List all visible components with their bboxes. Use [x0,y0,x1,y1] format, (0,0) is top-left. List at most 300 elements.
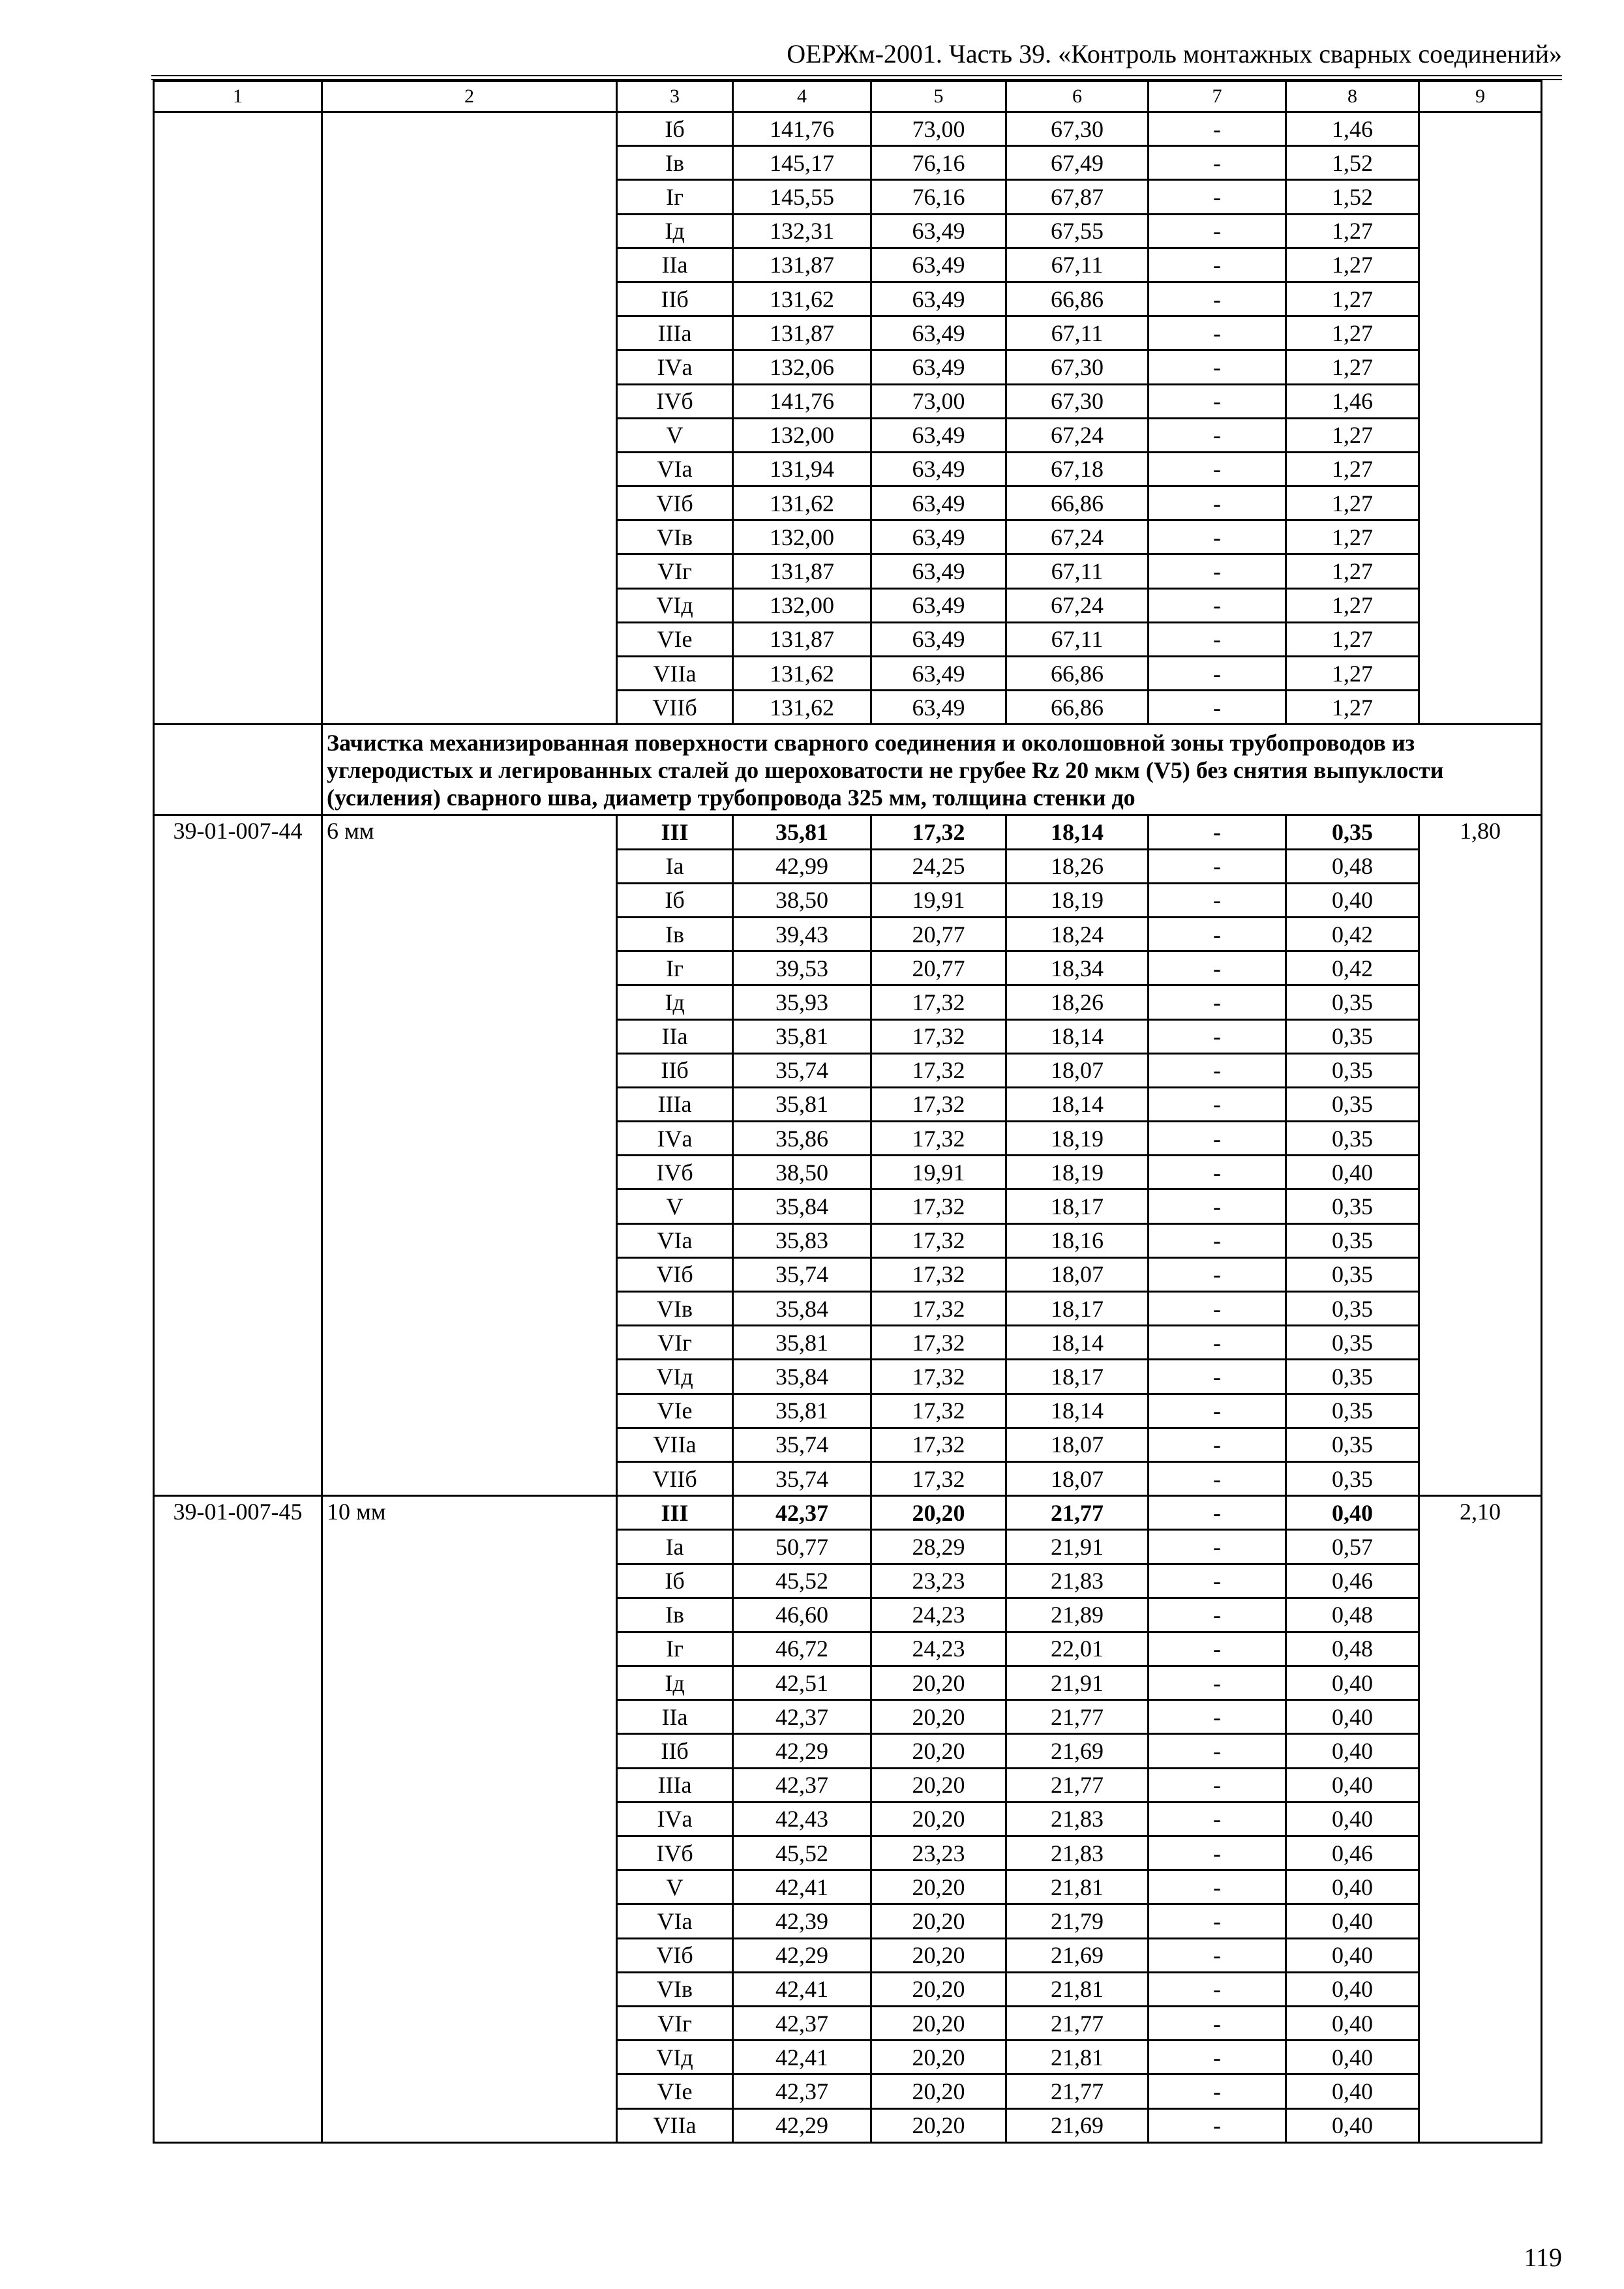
machines-cell: 21,77 [1006,1768,1149,1802]
labor-cell: 0,40 [1286,1870,1419,1904]
materials-cell: - [1149,657,1286,691]
labor-cell: 0,40 [1286,1666,1419,1700]
labor-cell: 0,40 [1286,1802,1419,1836]
materials-cell: - [1149,1428,1286,1461]
machines-cell: 18,26 [1006,849,1149,883]
wages-cell: 17,32 [871,1189,1006,1223]
machines-cell: 18,16 [1006,1223,1149,1257]
materials-cell: - [1149,486,1286,520]
wages-cell: 20,20 [871,1768,1006,1802]
total-cost-cell: 46,60 [733,1598,871,1632]
wages-cell: 17,32 [871,985,1006,1019]
grade-cell: VIг [617,2006,733,2040]
materials-cell: - [1149,1802,1286,1836]
grade-cell: IVа [617,1802,733,1836]
grade-cell: Iб [617,883,733,917]
grade-cell: VIг [617,1326,733,1360]
labor-cell: 1,27 [1286,622,1419,656]
grade-cell: IIIа [617,316,733,350]
rate-code-cell [154,112,322,725]
wages-cell: 20,20 [871,2074,1006,2108]
machines-cell: 67,30 [1006,350,1149,384]
total-cost-cell: 38,50 [733,883,871,917]
total-cost-cell: 35,74 [733,1053,871,1087]
machines-cell: 21,69 [1006,2108,1149,2142]
grade-cell: VIе [617,1394,733,1428]
wages-cell: 17,32 [871,815,1006,849]
grade-cell: III [617,1496,733,1530]
labor-cell: 1,27 [1286,248,1419,282]
labor-cell: 1,27 [1286,486,1419,520]
grade-cell: VIе [617,622,733,656]
materials-cell: - [1149,1496,1286,1530]
materials-cell: - [1149,883,1286,917]
labor-cell: 0,35 [1286,1053,1419,1087]
grade-cell: IVб [617,1836,733,1870]
total-cost-cell: 131,87 [733,554,871,588]
grade-cell: IIб [617,1053,733,1087]
total-cost-cell: 131,62 [733,691,871,725]
materials-cell: - [1149,1666,1286,1700]
labor-cell: 0,35 [1286,985,1419,1019]
total-cost-cell: 35,84 [733,1189,871,1223]
total-cost-cell: 131,94 [733,452,871,486]
total-cost-cell: 35,81 [733,1394,871,1428]
labor-cell: 1,27 [1286,520,1419,554]
labor-cell: 0,57 [1286,1530,1419,1564]
machines-cell: 18,26 [1006,985,1149,1019]
rate-code-cell: 39-01-007-44 [154,815,322,1496]
wages-cell: 17,32 [871,1326,1006,1360]
wages-cell: 63,49 [871,691,1006,725]
machines-cell: 66,86 [1006,282,1149,316]
grade-cell: IVб [617,1156,733,1189]
total-cost-cell: 145,17 [733,146,871,180]
materials-cell: - [1149,554,1286,588]
total-cost-cell: 131,87 [733,248,871,282]
machines-cell: 21,83 [1006,1802,1149,1836]
wages-cell: 17,32 [871,1394,1006,1428]
labor-cell: 0,35 [1286,1326,1419,1360]
column-number: 1 [154,82,322,112]
labor-cell: 0,46 [1286,1836,1419,1870]
materials-cell: - [1149,316,1286,350]
wages-cell: 63,49 [871,282,1006,316]
labor-cell: 0,35 [1286,1019,1419,1053]
wages-cell: 20,20 [871,1904,1006,1938]
grade-cell: VIа [617,1223,733,1257]
materials-cell: - [1149,384,1286,418]
grade-cell: IIб [617,282,733,316]
column-number: 8 [1286,82,1419,112]
wages-cell: 20,77 [871,951,1006,985]
total-cost-cell: 35,81 [733,1019,871,1053]
grade-cell: Iв [617,1598,733,1632]
machines-cell: 18,17 [1006,1292,1149,1326]
wages-cell: 63,49 [871,520,1006,554]
materials-cell: - [1149,1326,1286,1360]
labor-cell: 0,40 [1286,1768,1419,1802]
total-cost-cell: 132,31 [733,214,871,248]
machines-cell: 67,30 [1006,112,1149,146]
materials-cell: - [1149,452,1286,486]
labor-cell: 1,27 [1286,282,1419,316]
grade-cell: VIа [617,1904,733,1938]
materials-cell: - [1149,520,1286,554]
grade-cell: VIв [617,520,733,554]
total-cost-cell: 42,41 [733,2041,871,2074]
total-cost-cell: 42,29 [733,1734,871,1768]
grade-cell: VIа [617,452,733,486]
total-cost-cell: 131,87 [733,622,871,656]
wages-cell: 24,23 [871,1598,1006,1632]
machines-cell: 18,14 [1006,815,1149,849]
labor-cell: 0,40 [1286,2006,1419,2040]
labor-cell: 0,40 [1286,1972,1419,2006]
machines-cell: 67,24 [1006,588,1149,622]
grade-cell: VIг [617,554,733,588]
materials-cell: - [1149,1223,1286,1257]
grade-cell: VIIа [617,657,733,691]
wages-cell: 20,20 [871,2041,1006,2074]
machines-cell: 67,87 [1006,180,1149,214]
wages-cell: 20,20 [871,1870,1006,1904]
grade-cell: V [617,1189,733,1223]
total-cost-cell: 35,81 [733,1326,871,1360]
grade-cell: Iд [617,1666,733,1700]
wages-cell: 73,00 [871,384,1006,418]
labor-cell: 0,40 [1286,2074,1419,2108]
labor-cell: 1,27 [1286,657,1419,691]
grade-cell: Iг [617,951,733,985]
labor-cell: 1,27 [1286,554,1419,588]
total-cost-cell: 132,00 [733,588,871,622]
materials-cell: - [1149,214,1286,248]
machines-cell: 18,07 [1006,1428,1149,1461]
wages-cell: 17,32 [871,1019,1006,1053]
wages-cell: 20,20 [871,1972,1006,2006]
labor-cell: 0,40 [1286,1700,1419,1734]
wages-cell: 63,49 [871,588,1006,622]
wages-cell: 17,32 [871,1292,1006,1326]
machines-cell: 21,77 [1006,2006,1149,2040]
wages-cell: 63,49 [871,214,1006,248]
materials-cell: - [1149,2006,1286,2040]
grade-cell: VIд [617,1360,733,1394]
materials-cell: - [1149,1019,1286,1053]
materials-cell: - [1149,1530,1286,1564]
labor-cell: 0,35 [1286,1461,1419,1495]
machines-cell: 18,19 [1006,1156,1149,1189]
grade-cell: V [617,1870,733,1904]
machines-cell: 21,77 [1006,1700,1149,1734]
labor-cell: 1,46 [1286,384,1419,418]
total-cost-cell: 35,93 [733,985,871,1019]
total-cost-cell: 42,37 [733,2006,871,2040]
wages-cell: 23,23 [871,1564,1006,1598]
materials-cell: - [1149,1734,1286,1768]
total-cost-cell: 39,43 [733,917,871,951]
labor-cell: 0,40 [1286,1938,1419,1972]
machines-cell: 21,81 [1006,1870,1149,1904]
grade-cell: IIIа [617,1087,733,1121]
labor-cell: 1,27 [1286,418,1419,452]
total-cost-cell: 42,51 [733,1666,871,1700]
labor-cell: 1,27 [1286,691,1419,725]
total-cost-cell: 132,00 [733,418,871,452]
rates-table-body [154,82,1542,2143]
labor-cell: 0,42 [1286,917,1419,951]
wages-cell: 19,91 [871,1156,1006,1189]
machines-cell: 18,14 [1006,1394,1149,1428]
total-cost-cell: 42,37 [733,1768,871,1802]
total-cost-cell: 42,29 [733,2108,871,2142]
labor-cell: 0,35 [1286,1360,1419,1394]
total-cost-cell: 35,74 [733,1428,871,1461]
column-number: 9 [1419,82,1542,112]
col9-cell: 1,80 [1419,815,1542,1496]
materials-cell: - [1149,917,1286,951]
materials-cell: - [1149,1632,1286,1666]
wages-cell: 17,32 [871,1428,1006,1461]
grade-cell: IIа [617,248,733,282]
total-cost-cell: 42,99 [733,849,871,883]
grade-cell: Iв [617,146,733,180]
labor-cell: 0,40 [1286,1496,1419,1530]
materials-cell: - [1149,1870,1286,1904]
machines-cell: 67,18 [1006,452,1149,486]
materials-cell: - [1149,815,1286,849]
labor-cell: 0,35 [1286,1223,1419,1257]
labor-cell: 0,42 [1286,951,1419,985]
column-number: 7 [1149,82,1286,112]
machines-cell: 18,24 [1006,917,1149,951]
grade-cell: VIIа [617,1428,733,1461]
labor-cell: 0,40 [1286,1156,1419,1189]
total-cost-cell: 132,06 [733,350,871,384]
wages-cell: 76,16 [871,180,1006,214]
machines-cell: 21,77 [1006,2074,1149,2108]
column-number: 2 [322,82,617,112]
wages-cell: 23,23 [871,1836,1006,1870]
total-cost-cell: 42,37 [733,2074,871,2108]
materials-cell: - [1149,1972,1286,2006]
grade-cell: IVа [617,1122,733,1156]
materials-cell: - [1149,248,1286,282]
total-cost-cell: 131,87 [733,316,871,350]
machines-cell: 18,14 [1006,1326,1149,1360]
table-row [154,1496,1542,1530]
section-heading: Зачистка механизированная поверхности сварного соединения и околошовной зоны трубопроводов из углеродистых и легированных сталей до шероховатости не грубее Rz 20 мкм (V5) без снятия выпуклости (усиления) сварного шва, диаметр трубопровода 325 мм, толщина стенки до [322,725,1542,815]
materials-cell: - [1149,1053,1286,1087]
labor-cell: 0,40 [1286,1904,1419,1938]
total-cost-cell: 35,74 [733,1257,871,1291]
total-cost-cell: 35,84 [733,1360,871,1394]
materials-cell: - [1149,180,1286,214]
labor-cell: 0,46 [1286,1564,1419,1598]
table-row [154,112,1542,146]
machines-cell: 18,07 [1006,1257,1149,1291]
materials-cell: - [1149,588,1286,622]
total-cost-cell: 42,39 [733,1904,871,1938]
wages-cell: 28,29 [871,1530,1006,1564]
rates-table [153,80,1542,2144]
total-cost-cell: 131,62 [733,486,871,520]
header-rule-top [151,75,1562,76]
wages-cell: 20,77 [871,917,1006,951]
grade-cell: Iг [617,1632,733,1666]
column-number: 6 [1006,82,1149,112]
wages-cell: 17,32 [871,1461,1006,1495]
machines-cell: 67,11 [1006,554,1149,588]
total-cost-cell: 132,00 [733,520,871,554]
grade-cell: VIд [617,2041,733,2074]
wages-cell: 63,49 [871,248,1006,282]
materials-cell: - [1149,2074,1286,2108]
table-row [154,815,1542,849]
wages-cell: 63,49 [871,350,1006,384]
machines-cell: 18,34 [1006,951,1149,985]
materials-cell: - [1149,1189,1286,1223]
grade-cell: Iд [617,985,733,1019]
labor-cell: 0,35 [1286,815,1419,849]
materials-cell: - [1149,951,1286,985]
materials-cell: - [1149,282,1286,316]
labor-cell: 0,35 [1286,1428,1419,1461]
materials-cell: - [1149,1904,1286,1938]
wages-cell: 20,20 [871,2006,1006,2040]
machines-cell: 18,07 [1006,1461,1149,1495]
grade-cell: Iг [617,180,733,214]
labor-cell: 0,35 [1286,1257,1419,1291]
machines-cell: 18,07 [1006,1053,1149,1087]
wall-thickness-cell [322,112,617,725]
labor-cell: 1,27 [1286,588,1419,622]
wages-cell: 63,49 [871,554,1006,588]
wages-cell: 20,20 [871,1938,1006,1972]
machines-cell: 18,14 [1006,1087,1149,1121]
total-cost-cell: 38,50 [733,1156,871,1189]
grade-cell: V [617,418,733,452]
wages-cell: 20,20 [871,1802,1006,1836]
column-number: 3 [617,82,733,112]
column-number-row [154,82,1542,112]
wall-thickness-cell: 6 мм [322,815,617,1496]
wages-cell: 20,20 [871,1734,1006,1768]
grade-cell: VIв [617,1292,733,1326]
machines-cell: 21,79 [1006,1904,1149,1938]
total-cost-cell: 39,53 [733,951,871,985]
grade-cell: IIб [617,1734,733,1768]
materials-cell: - [1149,2041,1286,2074]
machines-cell: 18,19 [1006,1122,1149,1156]
machines-cell: 21,91 [1006,1530,1149,1564]
grade-cell: Iб [617,1564,733,1598]
wall-thickness-cell: 10 мм [322,1496,617,2143]
rate-code-cell: 39-01-007-45 [154,1496,322,2143]
total-cost-cell: 42,43 [733,1802,871,1836]
total-cost-cell: 42,37 [733,1496,871,1530]
grade-cell: Iв [617,917,733,951]
wages-cell: 24,25 [871,849,1006,883]
total-cost-cell: 42,41 [733,1972,871,2006]
machines-cell: 21,81 [1006,2041,1149,2074]
wages-cell: 20,20 [871,1666,1006,1700]
materials-cell: - [1149,1394,1286,1428]
col9-cell [1419,112,1542,725]
labor-cell: 0,35 [1286,1292,1419,1326]
machines-cell: 21,91 [1006,1666,1149,1700]
machines-cell: 67,11 [1006,316,1149,350]
total-cost-cell: 35,81 [733,815,871,849]
labor-cell: 1,52 [1286,180,1419,214]
materials-cell: - [1149,1836,1286,1870]
grade-cell: Iд [617,214,733,248]
wages-cell: 63,49 [871,657,1006,691]
machines-cell: 21,77 [1006,1496,1149,1530]
materials-cell: - [1149,1564,1286,1598]
materials-cell: - [1149,418,1286,452]
materials-cell: - [1149,2108,1286,2142]
page-header-title: ОЕРЖм-2001. Часть 39. «Контроль монтажных сварных соединений» [787,39,1562,68]
grade-cell: III [617,815,733,849]
wages-cell: 17,32 [871,1087,1006,1121]
labor-cell: 0,35 [1286,1189,1419,1223]
total-cost-cell: 46,72 [733,1632,871,1666]
machines-cell: 67,11 [1006,248,1149,282]
materials-cell: - [1149,1700,1286,1734]
column-number: 4 [733,82,871,112]
machines-cell: 66,86 [1006,486,1149,520]
total-cost-cell: 141,76 [733,384,871,418]
wages-cell: 17,32 [871,1360,1006,1394]
machines-cell: 66,86 [1006,691,1149,725]
machines-cell: 21,81 [1006,1972,1149,2006]
grade-cell: IIIа [617,1768,733,1802]
grade-cell: VIд [617,588,733,622]
materials-cell: - [1149,985,1286,1019]
materials-cell: - [1149,1938,1286,1972]
machines-cell: 21,89 [1006,1598,1149,1632]
labor-cell: 0,35 [1286,1122,1419,1156]
machines-cell: 66,86 [1006,657,1149,691]
materials-cell: - [1149,1461,1286,1495]
total-cost-cell: 42,41 [733,1870,871,1904]
materials-cell: - [1149,1156,1286,1189]
labor-cell: 0,40 [1286,2041,1419,2074]
machines-cell: 21,83 [1006,1564,1149,1598]
grade-cell: Iа [617,849,733,883]
labor-cell: 1,52 [1286,146,1419,180]
machines-cell: 18,19 [1006,883,1149,917]
grade-cell: Iб [617,112,733,146]
machines-cell: 67,24 [1006,418,1149,452]
materials-cell: - [1149,146,1286,180]
wages-cell: 63,49 [871,316,1006,350]
labor-cell: 1,27 [1286,350,1419,384]
wages-cell: 63,49 [871,622,1006,656]
materials-cell: - [1149,1087,1286,1121]
wages-cell: 17,32 [871,1122,1006,1156]
machines-cell: 67,24 [1006,520,1149,554]
total-cost-cell: 35,86 [733,1122,871,1156]
total-cost-cell: 145,55 [733,180,871,214]
labor-cell: 1,46 [1286,112,1419,146]
grade-cell: VIв [617,1972,733,2006]
wages-cell: 17,32 [871,1223,1006,1257]
total-cost-cell: 45,52 [733,1836,871,1870]
labor-cell: 0,48 [1286,1598,1419,1632]
